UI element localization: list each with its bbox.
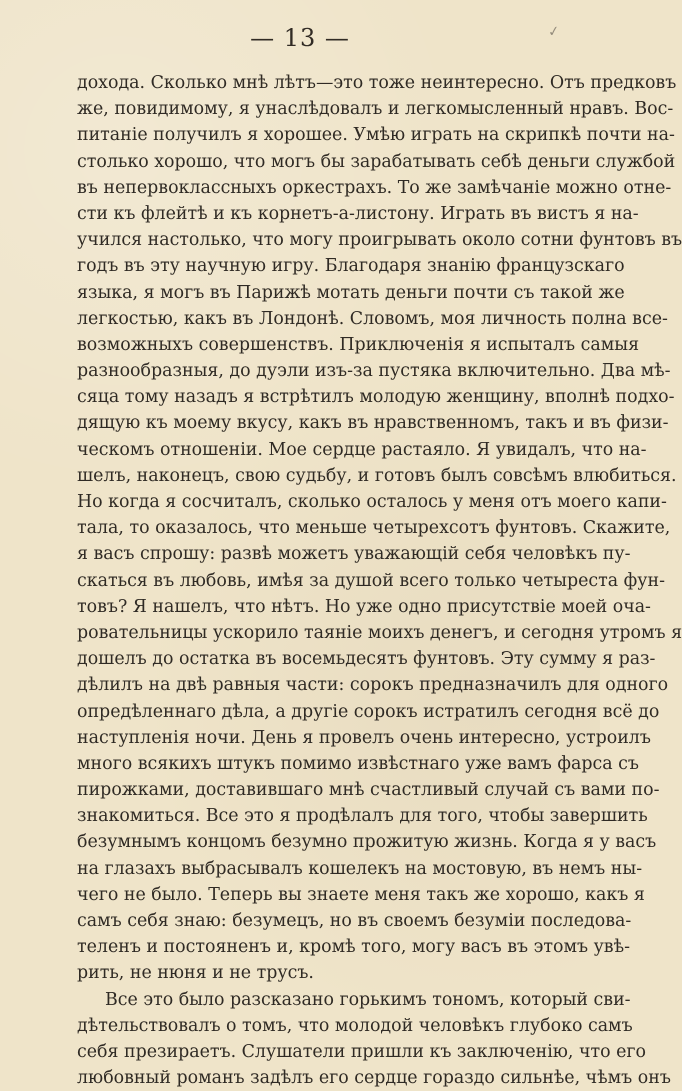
paragraph-1-line-1: дохода. Сколько мнѣ лѣтъ—это тоже неинтересно. Отъ предковъ <box>77 73 677 93</box>
paragraph-1-line-35: рить, не нюня и не трусъ. <box>77 963 314 984</box>
paragraph-2-line-4: любовный романъ задѣлъ его сердце гораздо сильнѣе, чѣмъ онъ <box>77 1068 671 1089</box>
paragraph-1-line-17: Но когда я сосчиталъ, сколько осталось у меня отъ моего капи- <box>77 492 667 512</box>
page-number: — 13 — <box>250 24 350 52</box>
paragraph-1-line-21: товъ? Я нашелъ, что нѣтъ. Но уже одно присутствіе моей оча- <box>77 596 651 617</box>
paragraph-1-line-4: столько хорошо, что могъ бы зарабатывать себѣ деньги службой <box>77 151 676 172</box>
paragraph-1-line-32: чего не было. Теперь вы знаете меня такъ же хорошо, какъ я <box>77 884 645 905</box>
paragraph-1-line-5: въ непервоклассныхъ оркестрахъ. То же замѣчаніе можно отне- <box>77 177 672 198</box>
paragraph-1-line-16: шелъ, наконецъ, свою судьбу, и готовъ былъ совсѣмъ влюбиться. <box>77 465 677 486</box>
paragraph-1-line-19: я васъ спрошу: развѣ можетъ уважающій себя человѣкъ пу- <box>77 544 631 565</box>
paragraph-1-line-22: ровательницы ускорило таяніе моихъ денегъ, и сегодня утромъ я <box>77 622 682 643</box>
paragraph-1-line-30: безумнымъ концомъ безумно прожитую жизнь. Когда я у васъ <box>77 832 657 853</box>
paragraph-1-line-18: тала, то оказалось, что меньше четырехсотъ фунтовъ. Скажите, <box>77 518 671 539</box>
paragraph-1-line-15: ческомъ отношеніи. Мое сердце растаяло. Я увидалъ, что на- <box>77 439 647 460</box>
main-text <box>77 70 682 1091</box>
paragraph-2-line-3: себя презираетъ. Слушатели пришли къ заключенію, что его <box>77 1041 646 1062</box>
paragraph-2-line-2: дѣтельствовалъ о томъ, что молодой человѣкъ глубоко самъ <box>77 1015 633 1036</box>
paragraph-1-line-8: годъ въ эту научную игру. Благодаря знанію французскаго <box>77 256 625 277</box>
paragraph-1-line-33: самъ себя знаю: безумецъ, но въ своемъ безуміи последова- <box>77 911 632 931</box>
paragraph-2 <box>77 987 671 1091</box>
paragraph-1-line-11: возможныхъ совершенствъ. Приключенія я испыталъ самыя <box>77 334 640 355</box>
paragraph-1-line-6: сти къ флейтѣ и къ корнетъ-а-листону. Играть въ вистъ я на- <box>77 203 639 224</box>
paragraph-1-line-23: дошелъ до остатка въ восемьдесятъ фунтовъ. Эту сумму я раз- <box>77 649 656 670</box>
paragraph-1-line-10: легкостью, какъ въ Лондонѣ. Словомъ, моя личность полна все- <box>77 308 668 329</box>
paragraph-1-line-25: опредѣленнаго дѣла, а другіе сорокъ истратилъ сегодня всё до <box>77 701 660 722</box>
paragraph-1-line-3: питаніе получилъ я хорошее. Умѣю играть на скрипкѣ почти на- <box>77 125 675 146</box>
paragraph-1-line-34: теленъ и постояненъ и, кромѣ того, могу васъ въ этомъ увѣ- <box>77 937 630 958</box>
corner-pencil-mark: ✓ <box>547 23 562 41</box>
paragraph-1-line-7: учился настолько, что могу проигрывать около сотни фунтовъ въ <box>77 230 682 251</box>
paragraph-1-line-14: дящую къ моему вкусу, какъ въ нравственномъ, такъ и въ физи- <box>77 413 669 434</box>
paragraph-2-line-1: Все это было разсказано горькимъ тономъ, который сви- <box>105 989 631 1010</box>
paragraph-1-line-9: языка, я могъ въ Парижѣ мотать деньги почти съ такой же <box>77 282 625 303</box>
paragraph-1-line-24: дѣлилъ на двѣ равныя части: сорокъ предназначилъ для одного <box>77 675 669 696</box>
paragraph-1-line-28: пирожками, доставившаго мнѣ счастливый случай съ вами по- <box>77 780 660 801</box>
paragraph-1-line-2: же, повидимому, я унаслѣдовалъ и легкомысленный нравъ. Вос- <box>77 99 674 120</box>
paragraph-1-line-31: на глазахъ выбрасывалъ кошелекъ на мостовую, въ немъ ны- <box>77 858 643 879</box>
paragraph-1-line-26: наступленія ночи. День я провелъ очень интересно, устроилъ <box>77 727 651 748</box>
paragraph-1-line-27: много всякихъ штукъ помимо извѣстнаго уже вамъ фарса съ <box>77 753 639 774</box>
paragraph-1-line-12: разнообразныя, до дуэли изъ-за пустяка включительно. Два мѣ- <box>77 361 671 382</box>
paragraph-1-line-20: скаться въ любовь, имѣя за душой всего только четыреста фун- <box>77 570 665 591</box>
paragraph-1-line-13: сяца тому назадъ я встрѣтилъ молодую женщину, вполнѣ подхо- <box>77 387 675 408</box>
paragraph-1-line-29: знакомиться. Все это я продѣлалъ для того, чтобы завершить <box>77 806 648 827</box>
paragraph-1 <box>77 70 682 987</box>
